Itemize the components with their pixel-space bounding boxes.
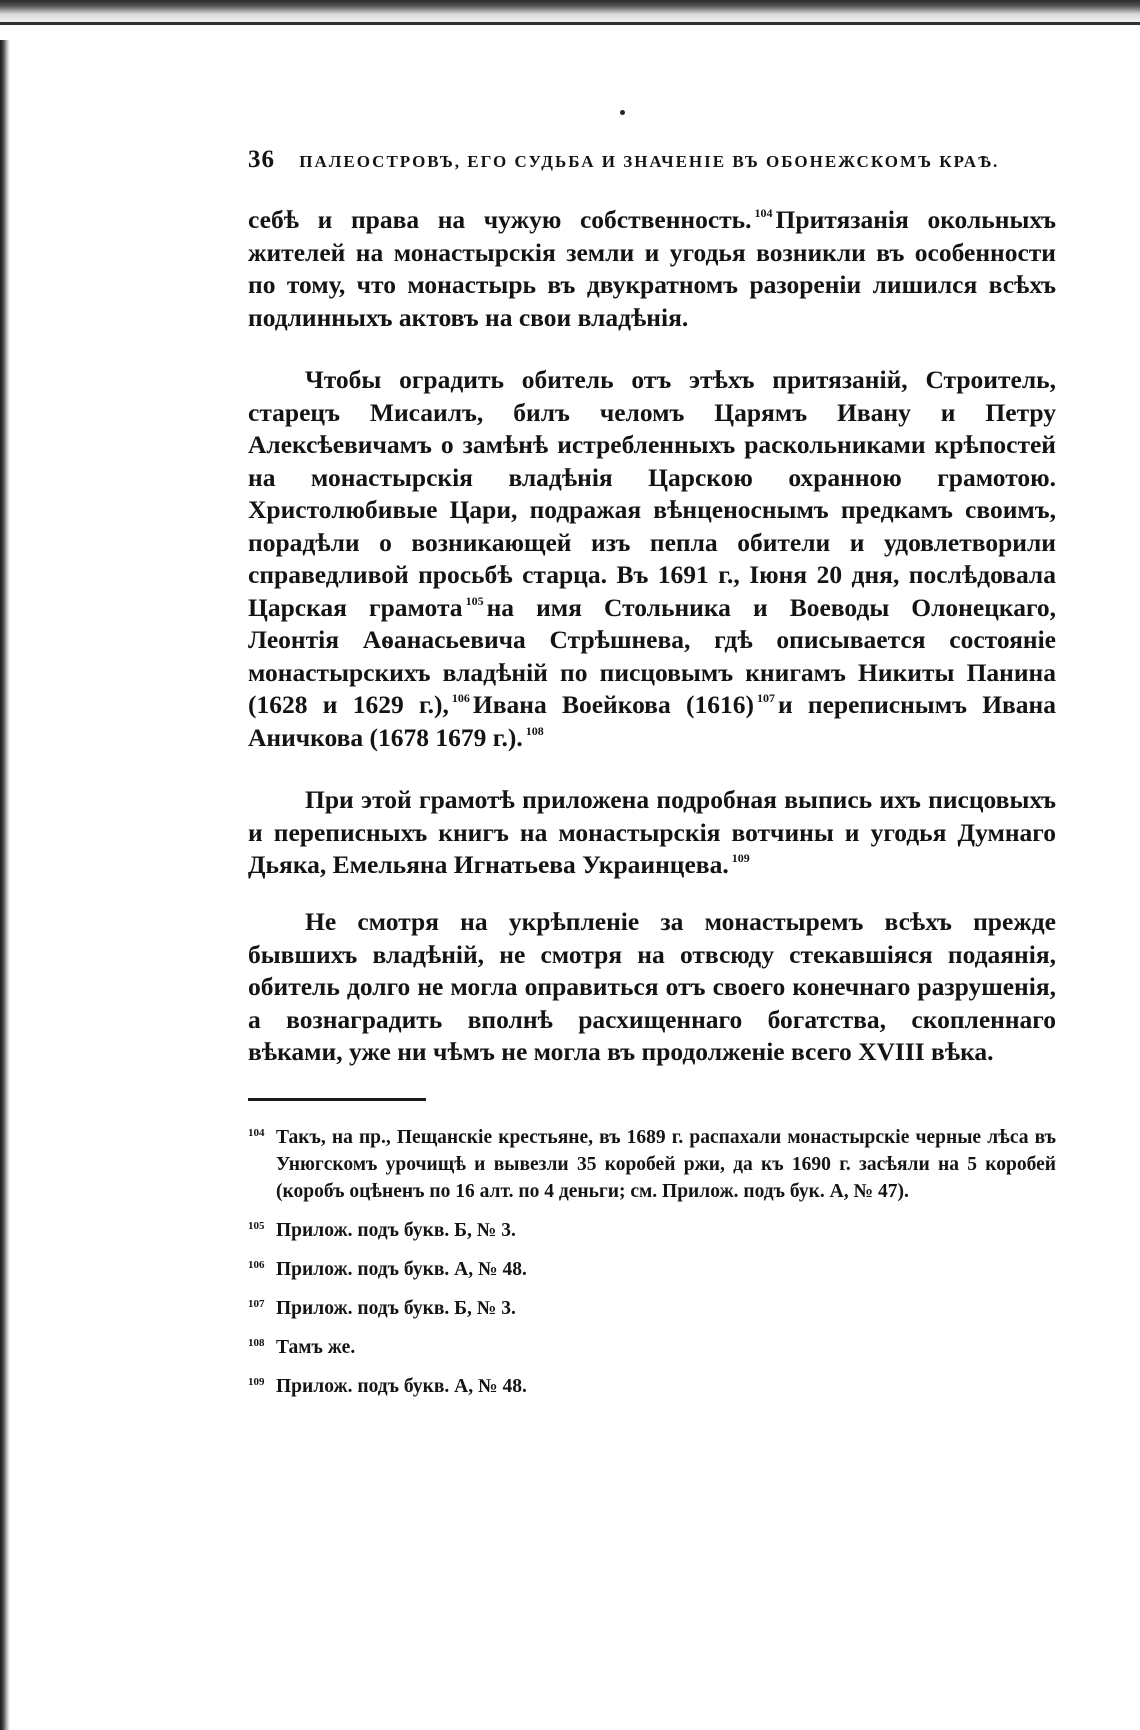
footnote-109 <box>248 1373 1056 1400</box>
footnote-number: 107 <box>248 1298 265 1310</box>
footnote-107 <box>248 1295 1056 1322</box>
footnote-number: 108 <box>248 1337 265 1349</box>
footnote-text: Прилож. подъ букв. А, № 48. <box>276 1259 527 1280</box>
paragraph-text: Чтобы оградить обитель отъ этѣхъ притязанiй, Строитель, старецъ Мисаилъ, билъ челомъ Царямъ Ивану и Петру Алексѣевичамъ о замѣнѣ истребленныхъ раскольниками крѣпостей на монастырскiя владѣнiя Царскою охранною грамотою. Христолюбивые Цари, подражая вѣнценоснымъ предкамъ своимъ, порадѣли о возникающей изъ пепла обители и удовлетворили справедливой просьбѣ старца. Въ 1691 г., Iюня 20 дня, послѣдовала Царская грамота <box>248 365 1056 622</box>
footnote-105 <box>248 1217 1056 1244</box>
paragraph-4 <box>248 906 1056 1069</box>
running-title: ПАЛЕОСТРОВЪ, ЕГО СУДЬБА И ЗНАЧЕНIЕ ВЪ ОБОНЕЖСКОМЪ КРАѢ. <box>299 152 1000 171</box>
running-header <box>248 146 1068 174</box>
footnote-ref[interactable]: 105 <box>465 593 484 608</box>
footnote-number: 105 <box>248 1220 265 1232</box>
footnote-text: Такъ, на пр., Пещанскiе крестьяне, въ 1689 г. распахали монастырскiе черные лѣса въ Унюгскомъ урочищѣ и вывезли 35 коробей ржи, да къ 1690 г. засѣяли на 5 коробей (коробъ оцѣненъ по 16 алт. по 4 деньги; см. Прилож. подъ бук. А, № 47). <box>276 1127 1056 1202</box>
paragraph-1 <box>248 204 1056 334</box>
paragraph-text: на имя Стольника и Воеводы Олонецкаго, Леонтiя Аѳанасьевича Стрѣшнева, гдѣ описывается состоянiе монастырскихъ владѣнiй по писцовымъ книгамъ Никиты Панина (1628 и 1629 г.), <box>248 592 1057 719</box>
paragraph-text: Ивана Воейкова (1616) <box>472 690 754 719</box>
paragraph-3 <box>248 784 1056 882</box>
paragraph-text: себѣ и права на чужую собственность. <box>248 205 752 234</box>
page-number: 36 <box>248 146 275 173</box>
footnote-104 <box>248 1124 1056 1205</box>
scan-left-edge <box>0 40 10 1730</box>
footnote-text: Прилож. подъ букв. Б, № 3. <box>276 1220 516 1241</box>
scan-top-rule <box>0 22 1140 25</box>
paragraph-text: Притязанiя окольныхъ жителей на монастырскiя земли и угодья возникли въ особенности по тому, что монастырь въ двукратномъ разоренiи лишился всѣхъ подлинныхъ актовъ на свои владѣнiя. <box>248 205 1057 332</box>
footnote-ref[interactable]: 104 <box>754 206 773 220</box>
footnote-108 <box>248 1334 1056 1361</box>
paragraph-text: и переписнымъ Ивана Аничкова (1678 1679 г.). <box>248 690 1056 752</box>
footnote-number: 104 <box>248 1127 265 1139</box>
footnote-ref[interactable]: 107 <box>756 691 775 705</box>
paragraph-text: Не смотря на укрѣпленiе за монастыремъ всѣхъ прежде бывшихъ владѣнiй, не смотря на отвсюду стекавшiяся подаянiя, обитель долго не могла оправиться отъ своего конечнаго разрушенiя, а вознаградить вполнѣ расхищеннаго богатства, скопленнаго вѣками, уже ни чѣмъ не могла въ продолженiе всего XVIII вѣка. <box>248 907 1056 1066</box>
scan-speck <box>620 110 625 115</box>
paragraph-2 <box>248 364 1056 754</box>
footnote-number: 109 <box>248 1376 265 1388</box>
footnote-ref[interactable]: 106 <box>451 691 470 705</box>
footnotes <box>248 1124 1056 1412</box>
paragraph-text: При этой грамотѣ приложена подробная выпись ихъ писцовыхъ и переписныхъ книгъ на монастырскiя вотчины и угодья Думнаго Дьяка, Емельяна Игнатьева Украинцева. <box>248 785 1056 879</box>
footnote-ref[interactable]: 108 <box>525 723 544 738</box>
footnote-text: Прилож. подъ букв. Б, № 3. <box>276 1298 516 1319</box>
footnote-separator <box>248 1098 426 1101</box>
footnote-number: 106 <box>248 1259 265 1271</box>
footnote-text: Тамъ же. <box>276 1337 356 1358</box>
scan-top-edge <box>0 0 1140 26</box>
footnote-text: Прилож. подъ букв. А, № 48. <box>276 1376 527 1397</box>
footnote-ref[interactable]: 109 <box>731 851 750 865</box>
footnote-106 <box>248 1256 1056 1283</box>
